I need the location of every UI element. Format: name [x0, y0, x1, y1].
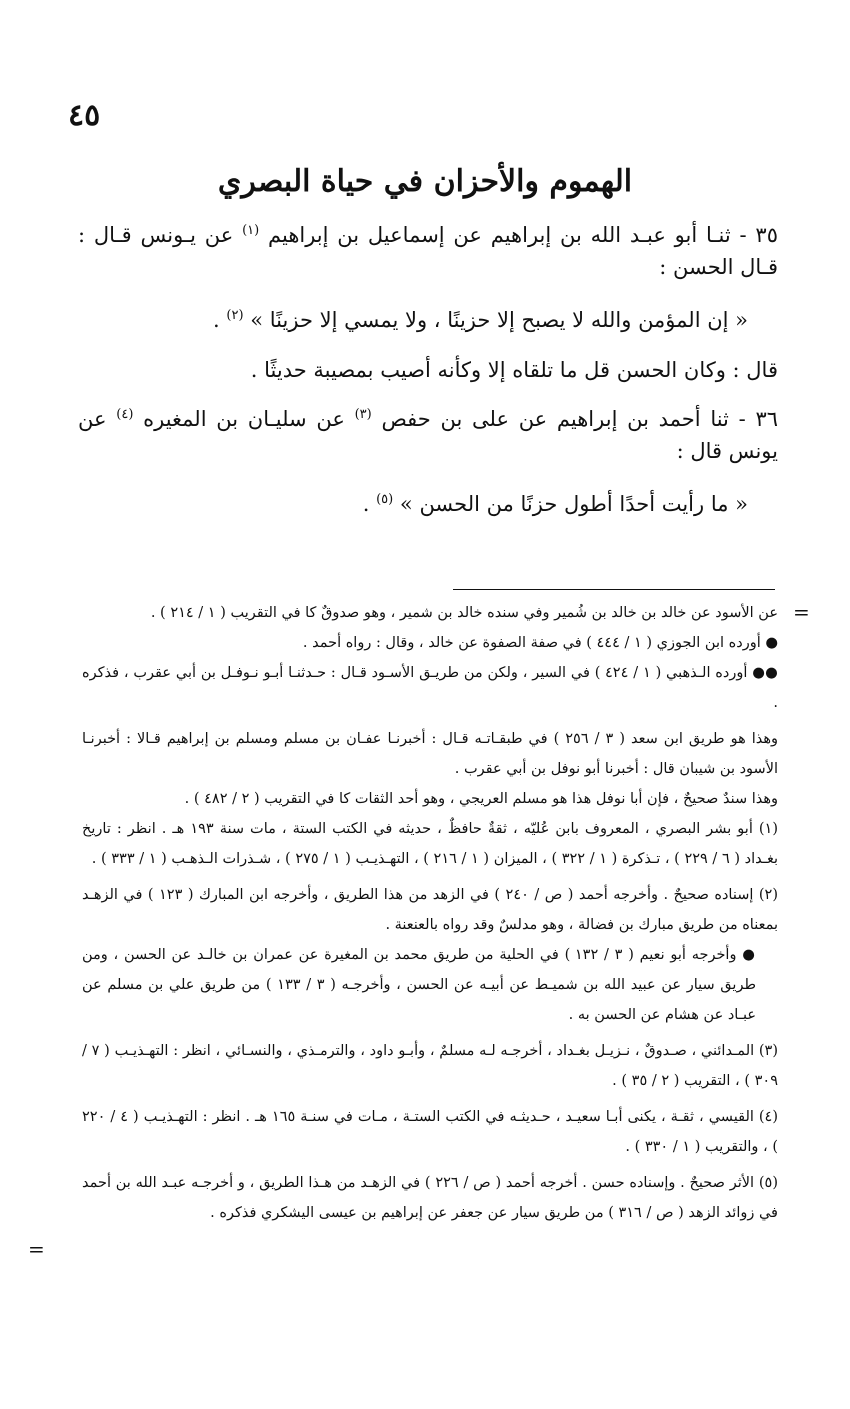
paragraph-36-number: ٣٦ -: [738, 407, 778, 431]
footnote-ref-3[interactable]: (٣): [354, 407, 372, 422]
quote-2-text: « ما رأيت أحدًا أطول حزنًا من الحسن »: [399, 492, 748, 516]
footnotes: [82, 598, 778, 1228]
footnote-ref-2[interactable]: (٢): [226, 308, 244, 323]
page-title: الهموم والأحزان في حياة البصري: [217, 164, 633, 199]
footnote-2: (٢) إسناده صحيحٌ . وأخرجه أحمد ( ص / ٢٤٠ ) في الزهد من هذا الطريق ، وأخرجه ابن المبارك ( ١٢٣ ) في الزهـد بمعناه من طريق مبارك بن فضالة ، وهو مدلسٌ وقد رواه بالعنعنة .: [82, 887, 778, 933]
footnote-ref-5[interactable]: (٥): [376, 492, 394, 507]
footnote-ref-4[interactable]: (٤): [116, 407, 134, 422]
quote-1-end: .: [213, 308, 220, 332]
footnote-continuation-5: وهذا سندٌ صحيحٌ ، فإن أبا نوفل هذا هو مسلم العريجي ، وهو أحد الثقات كا في التقريب ( ٢ / ٤٨٢ ) .: [184, 791, 778, 807]
paragraph-35: [78, 220, 778, 283]
paragraph-36-text-b: عن سليـان بن المغيره: [143, 407, 345, 431]
quote-1: [78, 305, 778, 337]
footnote-separator: [453, 589, 775, 590]
footnote-ref-1[interactable]: (١): [242, 223, 260, 238]
paragraph-36-text-c: عن يونس قال :: [78, 407, 778, 463]
footnote-continuation-1: عن الأسود عن خالد بن خالد بن شُمير وفي سنده خالد بن شمير ، وهو صدوقٌ كا في التقريب ( ١ / ٢١٤ ) .: [150, 605, 778, 621]
paragraph-35-number: ٣٥ -: [739, 223, 778, 247]
page-number: ٤٥: [68, 98, 101, 133]
footnote-1: (١) أبو بشر البصري ، المعروف بابن عُليّه ، ثقةٌ حافظٌ ، حديثه في الكتب الستة ، مات سنة ١٩٣ هـ . انظر : تاريخ بغـداد ( ٦ / ٢٢٩ ) ، تـذكرة ( ١ / ٣٢٢ ) ، الميزان ( ١ / ٢١٦ ) ، التهـذيـب ( ١ / ٢٧٥ ) ، شـذرات الـذهـب ( ١ / ٣٣٣ ) .: [82, 821, 778, 867]
main-text: [78, 220, 778, 521]
paragraph-35-after: قال : وكان الحسن قل ما تلقاه إلا وكأنه أصيب بمصيبة حديثًا .: [250, 357, 778, 382]
paragraph-35-text-b: عن يـونس قـال : قـال الحسن :: [78, 223, 778, 279]
footnote-3: (٣) المـدائني ، صـدوقٌ ، نـزيـل بغـداد ، أخرجـه لـه مسلمٌ ، وأبـو داود ، والترمـذي ، والنسـائي ، انظر : التهـذيـب ( ٧ / ٣٠٩ ) ، التقريب ( ٢ / ٣٥ ) .: [82, 1043, 779, 1089]
footnote-4: (٤) القيسي ، ثقـة ، يكنى أبـا سعيـد ، حـديثـه في الكتب الستـة ، مـات في سنـة ١٦٥ هـ . انظر : التهـذيـب ( ٤ / ٢٢٠ ) ، والتقريب ( ١ / ٣٣٠ ) .: [82, 1109, 779, 1155]
footnote-continuation-2: ● أورده ابن الجوزي ( ١ / ٤٤٤ ) في صفة الصفوة عن خالد ، وقال : رواه أحمد .: [302, 635, 778, 651]
quote-2: [78, 489, 778, 521]
footnote-continuation-3: ●● أورده الـذهبي ( ١ / ٤٢٤ ) في السير ، ولكن من طريـق الأسـود قـال : حـدثنـا أبـو نـوفـل بن أبي عقرب ، فذكره .: [82, 665, 778, 711]
footnote-5: (٥) الأثر صحيحٌ . وإسناده حسن . أخرجه أحمد ( ص / ٢٢٦ ) في الزهـد من هـذا الطريق ، و أخرجـه عبـد الله بن أحمد في زوائد الزهد ( ص / ٣١٦ ) من طريق سيار عن جعفر عن إبراهيم بن عيسى اليشكري فذكره .: [82, 1175, 779, 1221]
continuation-mark-top: =: [793, 600, 810, 624]
quote-1-text: « إن المؤمن والله لا يصبح إلا حزينًا ، ولا يمسي إلا حزينًا »: [250, 308, 748, 332]
quote-2-end: .: [362, 492, 370, 516]
continuation-mark-bottom: =: [28, 1237, 45, 1261]
footnote-2-extra: ● وأخرجه أبو نعيم ( ٣ / ١٣٢ ) في الحلية من طريق محمد بن المغيرة عن عمران بن خالـد عن الحسن ، ومن طريق سيار عن عبيد الله بن شميـط عن أبيـه عن الحسن ، وأخرجـه ( ٣ / ١٣٣ ) من طريق علي بن مسلم عن عبـاد عن هشام عن الحسن به .: [82, 947, 756, 1023]
footnote-continuation-4: وهذا هو طريق ابن سعد ( ٣ / ٢٥٦ ) في طبقـاتـه قـال : أخبرنـا عفـان بن مسلم ومسلم بن إبراهيم قـالا : أخبرنـا الأسود بن شيبان قال : أخبرنا أبو نوفل بن أبي عقرب .: [82, 731, 779, 777]
paragraph-36: [78, 404, 778, 467]
paragraph-36-text-a: ثنا أحمد بن إبراهيم عن على بن حفص: [381, 407, 729, 431]
paragraph-35-text-a: ثنـا أبو عبـد الله بن إبراهيم عن إسماعيل بن إبراهيم: [268, 223, 731, 247]
